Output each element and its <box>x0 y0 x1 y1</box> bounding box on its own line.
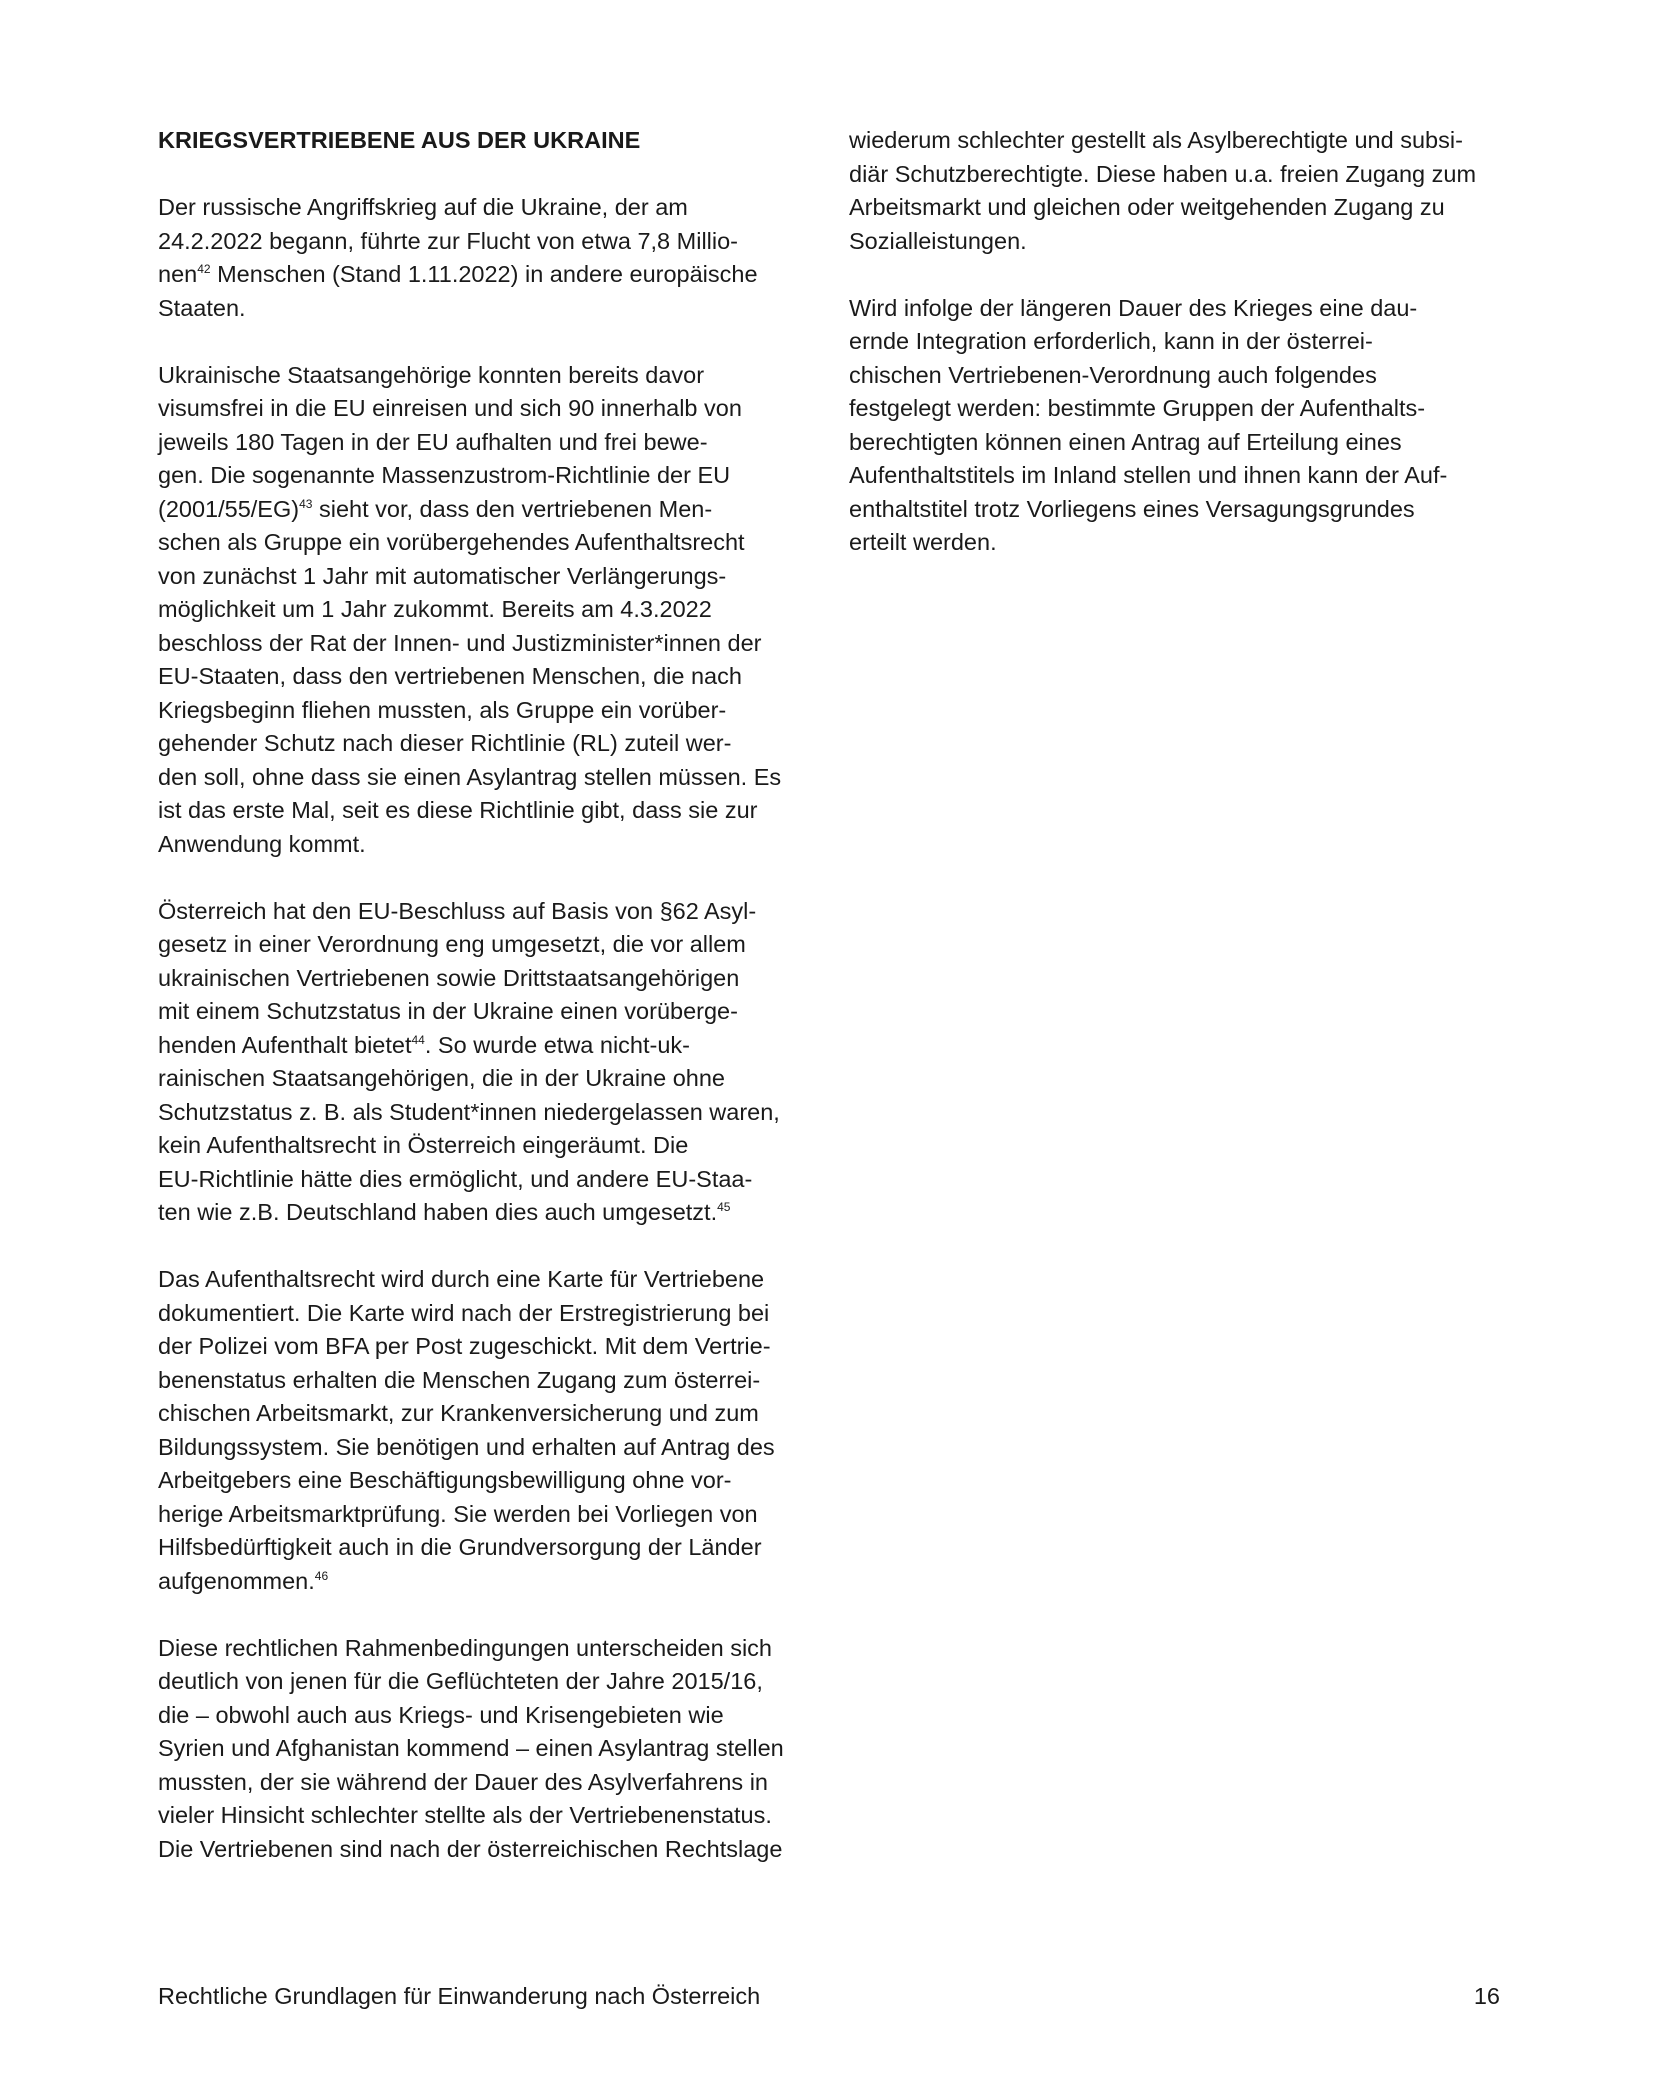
text-fragment: . So wurde etwa nicht-uk- <box>424 1031 691 1058</box>
text-fragment: sieht vor, dass den vertriebenen Men- <box>318 495 713 522</box>
footnote-46[interactable]: 46 <box>314 1568 329 1583</box>
text-line: dokumentiert. Die Karte wird nach der Erstregistrierung bei <box>158 1299 770 1326</box>
text-line: Sozialleistungen. <box>849 227 1027 254</box>
text-line: Aufenthaltstitels im Inland stellen und ihnen kann der Auf- <box>849 462 1448 488</box>
paragraph-1 <box>158 191 818 325</box>
text-line: benenstatus erhalten die Menschen Zugang zum österrei- <box>158 1366 761 1393</box>
text-line <box>158 1196 818 1230</box>
text-line: ernde Integration erforderlich, kann in der österrei- <box>849 328 1373 354</box>
text-line <box>158 1029 818 1063</box>
text-line: beschloss der Rat der Innen- und Justizminister*innen der <box>158 629 762 656</box>
section-heading: KRIEGSVERTRIEBENE AUS DER UKRAINE <box>158 127 641 153</box>
paragraph-4 <box>158 1263 818 1598</box>
footnote-43[interactable]: 43 <box>299 496 313 511</box>
text-line: herige Arbeitsmarktprüfung. Sie werden bei Vorliegen von <box>158 1500 758 1527</box>
text-line: mussten, der sie während der Dauer des Asylverfahrens in <box>158 1768 769 1795</box>
text-line: der Polizei vom BFA per Post zugeschickt. Mit dem Vertrie- <box>158 1333 771 1359</box>
text-line: chischen Vertriebenen-Verordnung auch folgendes <box>849 361 1377 388</box>
text-line: möglichkeit um 1 Jahr zukommt. Bereits am 4.3.2022 <box>158 596 712 622</box>
text-line: Staaten. <box>158 294 246 321</box>
text-line: Arbeitgebers eine Beschäftigungsbewilligung ohne vor- <box>158 1467 732 1493</box>
text-line: Wird infolge der längeren Dauer des Krieges eine dau- <box>849 294 1418 321</box>
text-line: Das Aufenthaltsrecht wird durch eine Karte für Vertriebene <box>158 1266 765 1292</box>
text-line: Anwendung kommt. <box>158 830 366 857</box>
text-line: schen als Gruppe ein vorübergehendes Aufenthaltsrecht <box>158 529 745 555</box>
footnote-45[interactable]: 45 <box>717 1200 731 1214</box>
text-line: enthaltstitel trotz Vorliegens eines Versagungsgrundes <box>849 495 1415 522</box>
footnote-44[interactable]: 44 <box>411 1032 425 1047</box>
text-line: EU-Staaten, dass den vertriebenen Menschen, die nach <box>158 663 742 689</box>
text-line: wiederum schlechter gestellt als Asylberechtigte und subsi- <box>849 127 1463 153</box>
text-line: von zunächst 1 Jahr mit automatischer Verlängerungs- <box>158 562 727 589</box>
left-column <box>158 124 818 1900</box>
footnote-42[interactable]: 42 <box>197 262 211 276</box>
text-line: Schutzstatus z. B. als Student*innen niedergelassen waren, <box>158 1098 780 1125</box>
text-line <box>158 258 818 292</box>
text-line: den soll, ohne dass sie einen Asylantrag stellen müssen. Es <box>158 763 782 790</box>
text-line: gen. Die sogenannte Massenzustrom-Richtlinie der EU <box>158 462 731 488</box>
text-line: 24.2.2022 begann, führte zur Flucht von etwa 7,8 Millio- <box>158 227 739 254</box>
text-line: erteilt werden. <box>849 529 997 555</box>
text-fragment: (2001/55/EG) <box>158 495 300 522</box>
text-line: Ukrainische Staatsangehörige konnten bereits davor <box>158 361 705 388</box>
text-line: festgelegt werden: bestimmte Gruppen der Aufenthalts- <box>849 395 1426 421</box>
text-line: kein Aufenthaltsrecht in Österreich eingeräumt. Die <box>158 1132 689 1158</box>
paragraph-7 <box>849 292 1509 560</box>
text-line: vieler Hinsicht schlechter stellte als der Vertriebenenstatus. <box>158 1802 772 1828</box>
text-line: berechtigten können einen Antrag auf Erteilung eines <box>849 428 1402 455</box>
text-line: visumsfrei in die EU einreisen und sich 90 innerhalb von <box>158 395 742 421</box>
text-line: EU-Richtlinie hätte dies ermöglicht, und andere EU-Staa- <box>158 1165 753 1192</box>
paragraph-6 <box>849 124 1509 258</box>
text-fragment: nen <box>158 261 198 287</box>
text-line: ukrainischen Vertriebenen sowie Drittstaatsangehörigen <box>158 964 740 991</box>
text-line: Kriegsbeginn fliehen mussten, als Gruppe ein vorüber- <box>158 696 727 723</box>
text-line: Syrien und Afghanistan kommend – einen Asylantrag stellen <box>158 1735 784 1761</box>
text-line <box>158 1565 818 1599</box>
text-line: Diese rechtlichen Rahmenbedingungen unterscheiden sich <box>158 1634 773 1661</box>
right-column <box>849 124 1509 593</box>
text-line: Der russische Angriffskrieg auf die Ukraine, der am <box>158 194 688 220</box>
text-line: die – obwohl auch aus Kriegs- und Krisengebieten wie <box>158 1701 724 1728</box>
text-fragment: henden Aufenthalt bietet <box>158 1031 412 1058</box>
text-line: Arbeitsmarkt und gleichen oder weitgehenden Zugang zu <box>849 194 1445 220</box>
text-line: jeweils 180 Tagen in der EU aufhalten und frei bewe- <box>158 428 708 455</box>
text-line: diär Schutzberechtigte. Diese haben u.a. freien Zugang zum <box>849 160 1477 187</box>
text-line: gesetz in einer Verordnung eng umgesetzt, die vor allem <box>158 931 746 957</box>
page-number: 16 <box>1473 1983 1500 2009</box>
text-line: Bildungssystem. Sie benötigen und erhalten auf Antrag des <box>158 1433 775 1460</box>
text-line: chischen Arbeitsmarkt, zur Krankenversicherung und zum <box>158 1400 759 1426</box>
paragraph-3 <box>158 895 818 1230</box>
text-line: rainischen Staatsangehörigen, die in der Ukraine ohne <box>158 1065 725 1091</box>
text-line: Hilfsbedürftigkeit auch in die Grundversorgung der Länder <box>158 1534 762 1560</box>
text-line <box>158 493 818 527</box>
paragraph-5 <box>158 1632 818 1867</box>
footer-document-title: Rechtliche Grundlagen für Einwanderung nach Österreich <box>158 1983 761 2009</box>
text-fragment: aufgenommen. <box>158 1567 315 1594</box>
text-line: gehender Schutz nach dieser Richtlinie (RL) zuteil wer- <box>158 730 732 756</box>
text-fragment: ten wie z.B. Deutschland haben dies auch umgesetzt. <box>158 1199 718 1225</box>
text-line: Die Vertriebenen sind nach der österreichischen Rechtslage <box>158 1835 783 1862</box>
text-fragment: Menschen (Stand 1.11.2022) in andere europäische <box>217 261 758 287</box>
text-line: deutlich von jenen für die Geflüchteten der Jahre 2015/16, <box>158 1668 763 1694</box>
text-line: mit einem Schutzstatus in der Ukraine einen vorüberge- <box>158 998 738 1024</box>
text-line: ist das erste Mal, seit es diese Richtlinie gibt, dass sie zur <box>158 797 758 823</box>
paragraph-2 <box>158 359 818 862</box>
text-line: Österreich hat den EU-Beschluss auf Basis von §62 Asyl- <box>158 897 757 924</box>
